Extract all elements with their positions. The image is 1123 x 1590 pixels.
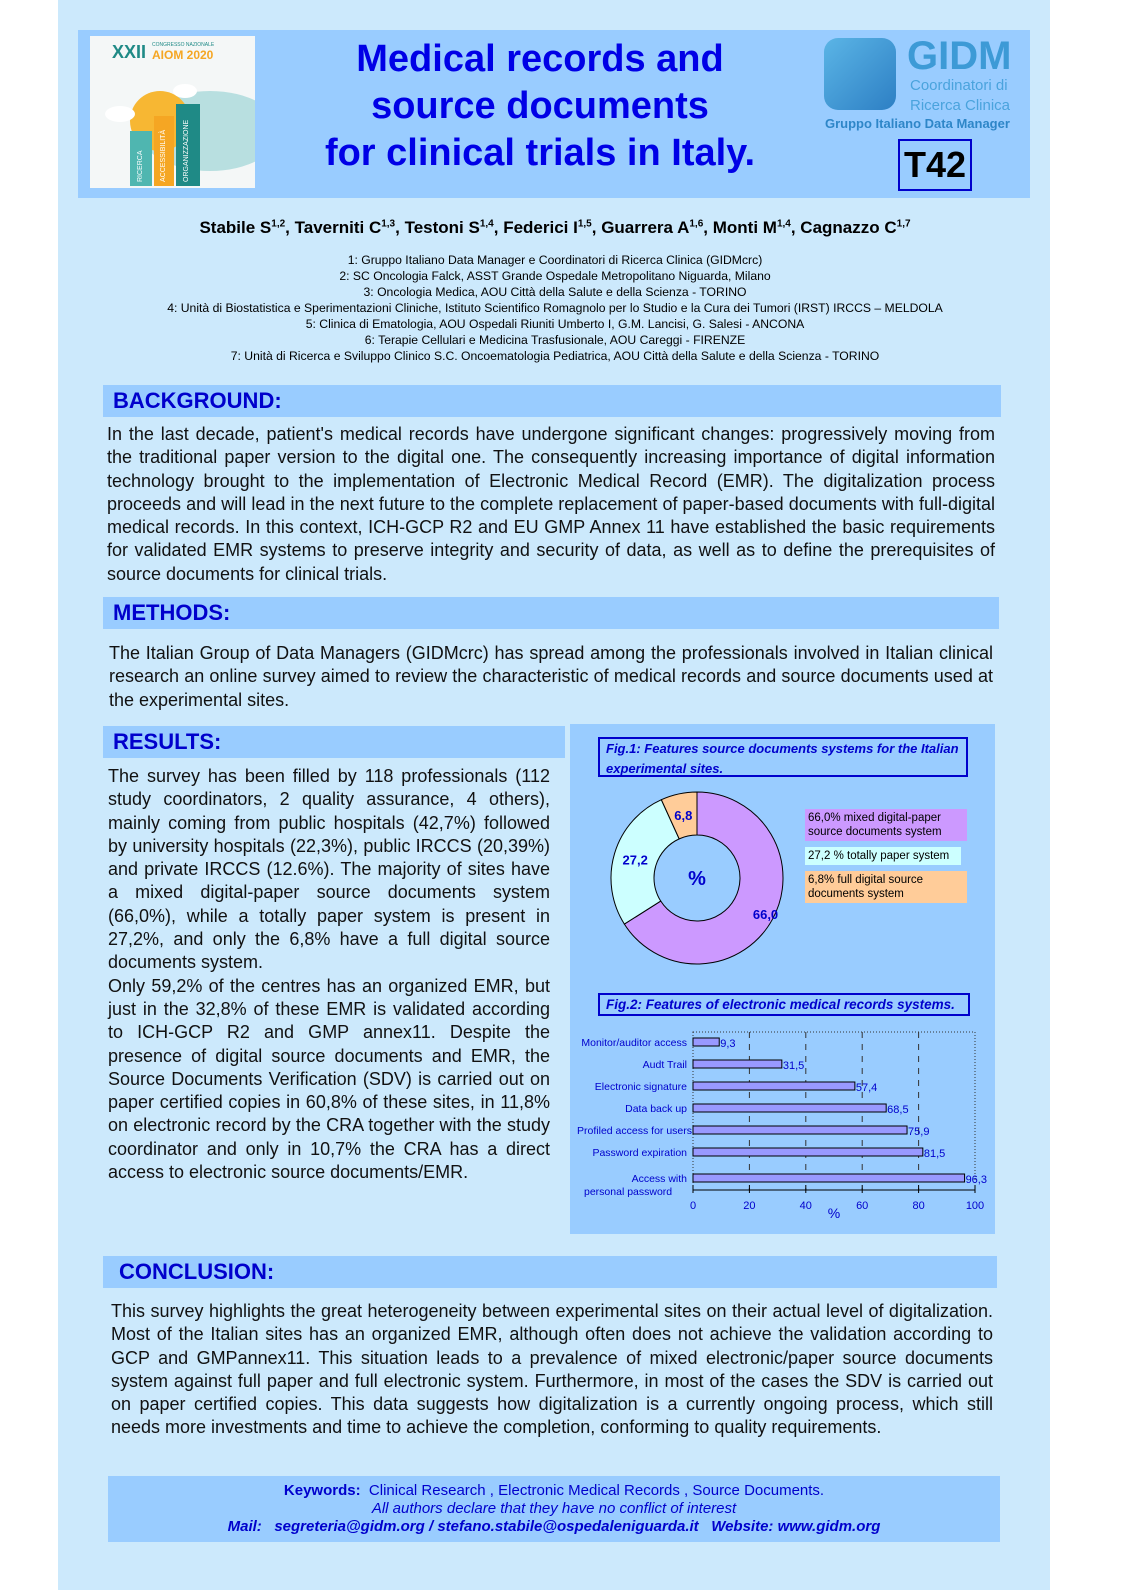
results-paragraph: The survey has been filled by 118 professionals (112 study coordinators, 2 quality assurance, 4 others), mainly coming from public hospitals (42,7%) followed by university hospitals (22,3%), public IRCCS (20,39%) and private IRCCS (12.6%). The majority of sites have a mixed digital-paper source documents system (66,0%), while a totally paper system is present in 27,2%, and only the 6,8% have a full digital source documents system. (108, 766, 550, 973)
author: Cagnazzo C (800, 218, 897, 237)
aiom-pillar-label: ORGANIZZAZIONE (183, 119, 190, 182)
title-line: source documents (371, 85, 709, 127)
results-paragraph: Only 59,2% of the centres has an organized EMR, but just in the 32,8% of these EMR is validated according to ICH-GCP R2 and GMP annex11. Despite the presence of digital source documents and EMR, the Source Documents Verification (SDV) is carried out on paper certified copies in 60,8% of these sites, in 11,8% on electronic record by the CRA together with the study coordinator and only in 10,7% the CRA has a direct access to electronic source documents/EMR. (108, 975, 550, 1183)
category-label: personal password (584, 1186, 673, 1198)
category-label: Access with (631, 1173, 687, 1185)
aiom-logo-roman: XXII (112, 42, 147, 62)
aiom-pillar-label: ACCESSIBILITÀ (160, 129, 167, 182)
affiliation: 2: SC Oncologia Falck, ASST Grande Ospedale Metropolitano Niguarda, Milano (339, 269, 771, 283)
category-label: Data back up (625, 1103, 687, 1115)
author-affiliation-sup: 1,4 (479, 218, 494, 230)
gidm-subtitle (910, 76, 1010, 116)
bar (693, 1148, 923, 1156)
x-tick-label: 40 (799, 1200, 812, 1212)
affiliation: 6: Terapie Cellulari e Medicina Trasfusionale, AOU Careggi - FIRENZE (364, 333, 746, 347)
legend-entry: 66,0% mixed digital-paper source documents system (805, 809, 967, 841)
author-list: Stabile S$^{1,2}$, Taverniti C$^{1,3}$, Testoni S$^{1,4}$, Federici I$^{1,5}$, Guarrera A$^{1,6}$, Monti M$^{1,4}$, Cagnazzo C$^{1,7}$ (199, 218, 911, 237)
affiliation: 4: Unità di Biostatistica e Sperimentazioni Cliniche, Istituto Scientifico Romagnolo per lo Studio e la Cura dei Tumori (IRST) IRCCS – MELDOLA (167, 301, 943, 315)
affiliation-list (80, 252, 1030, 364)
author: Stabile S (199, 218, 272, 237)
gidm-tagline: Gruppo Italiano Data Manager (825, 116, 1010, 131)
fig1-legend (805, 809, 967, 909)
website-link[interactable]: www.gidm.org (777, 1518, 881, 1535)
donut-data-label: 66,0 (752, 907, 779, 923)
bar (693, 1082, 855, 1090)
gidm-logo-icon (824, 38, 896, 110)
author: Federici I (503, 218, 578, 237)
bar-data-label: 68,5 (887, 1104, 909, 1116)
background-text: In the last decade, patient's medical records have undergone significant changes: progressively moving from the traditional paper version to the digital one. The consequently increasing importance of digital information technology brought to the implementation of Electronic Medical Record (EMR). The digitalization process proceeds and will lead in the next future to the complete replacement of paper-based documents with full-digital medical records. In this context, ICH-GCP R2 and EU GMP Annex 11 have established the basic requirements for validated EMR systems to preserve integrity and security of data, as well as to define the prerequisites of source documents for clinical trials. (107, 424, 995, 584)
conclusion-heading: CONCLUSION: (103, 1256, 997, 1288)
bar-data-label: 9,3 (720, 1038, 736, 1050)
donut-data-label: 27,2 (622, 852, 648, 868)
x-tick-label: 0 (689, 1200, 697, 1212)
x-axis-label: % (827, 1205, 841, 1221)
results-text (108, 765, 550, 1184)
bar (693, 1126, 907, 1134)
poster-title (290, 36, 790, 177)
author-affiliation-sup: 1,2 (271, 218, 286, 230)
gidm-subtitle-line: Ricerca Clinica (910, 97, 1011, 114)
donut-data-label: 6,8 (674, 807, 693, 823)
mail-addresses[interactable]: segreteria@gidm.org / stefano.stabile@ospedaleniguarda.it (274, 1518, 699, 1535)
author: Monti M (712, 218, 777, 237)
footer (108, 1476, 1000, 1542)
bar-data-label: 96,3 (965, 1174, 987, 1186)
affiliation: 7: Unità di Ricerca e Sviluppo Clinico S.C. Oncoematologia Pediatrica, AOU Città della Salute e della Scienza - TORINO (230, 349, 880, 363)
poster-code-badge: T42 (898, 139, 972, 191)
fig1-donut-chart (600, 780, 800, 980)
results-heading: RESULTS: (103, 726, 565, 758)
aiom-logo-small: CONGRESSO NAZIONALE (152, 42, 215, 48)
bar-data-label: 81,5 (923, 1148, 946, 1160)
legend-entry: 27,2 % totally paper system (805, 847, 961, 865)
bar (693, 1174, 965, 1182)
category-label: Electronic signature (594, 1081, 687, 1093)
background-heading: BACKGROUND: (103, 385, 1001, 417)
author-affiliation-sup: 1,6 (689, 218, 704, 230)
title-line: for clinical trials in Italy. (324, 132, 756, 174)
keywords: Clinical Research , Electronic Medical Records , Source Documents. (368, 1482, 825, 1499)
title-line: Medical records and (356, 38, 724, 80)
bar-data-label: 31,5 (782, 1060, 805, 1072)
donut-center-label: % (688, 868, 706, 890)
affiliation: 5: Clinica di Ematologia, AOU Ospedali Riuniti Umberto I, G.M. Lancisi, G. Salesi - ANCONA (305, 317, 805, 331)
legend-entry: 6,8% full digital source documents system (805, 871, 967, 903)
aiom-2020-logo (90, 36, 255, 188)
fig1-caption: Fig.1: Features source documents systems for the Italian experimental sites. (598, 737, 968, 777)
aiom-logo-event: AIOM 2020 (152, 48, 214, 62)
author: Guarrera A (601, 218, 690, 237)
x-tick-label: 100 (965, 1200, 985, 1212)
category-label: Profiled access for users (577, 1125, 692, 1137)
bar-data-label: 75,9 (908, 1126, 930, 1138)
conflict-statement: All authors declare that they have no conflict of interest (371, 1500, 737, 1517)
fig2-caption: Fig.2: Features of electronic medical records systems. (598, 993, 970, 1016)
category-label: Monitor/auditor access (581, 1037, 687, 1049)
x-tick-label: 80 (912, 1200, 925, 1212)
x-tick-label: 60 (856, 1200, 869, 1212)
methods-heading: METHODS: (103, 597, 999, 629)
category-label: Password expiration (592, 1147, 687, 1159)
author-affiliation-sup: 1,3 (381, 218, 396, 230)
category-label: Audt Trail (642, 1059, 687, 1071)
mail-label: Mail: (227, 1518, 262, 1535)
fig2-bar-chart (570, 1020, 995, 1225)
website-label: Website: (711, 1518, 774, 1535)
aiom-pillar-label: RICERCA (137, 150, 144, 182)
author: Taverniti C (294, 218, 382, 237)
conclusion-text: This survey highlights the great heterogeneity between experimental sites on their actual level of digitalization. Most of the Italian sites has an organized EMR, although often does not achieve the validation according to GCP and GMPannex11. This situation leads to a prevalence of mixed electronic/paper source documents system against full paper and full electronic system. Furthermore, in most of the cases the SDV is carried out on paper certified copies. This data suggests how digitalization is a currently ongoing process, which still needs more investments and time to achieve the completion, conforming to quality requirements. (111, 1301, 993, 1438)
author-affiliation-sup: 1,4 (776, 218, 791, 230)
methods-text: The Italian Group of Data Managers (GIDMcrc) has spread among the professionals involved in Italian clinical research an online survey aimed to review the characteristic of medical records and source documents used at the experimental sites. (109, 643, 993, 710)
bar-data-label: 57,4 (855, 1082, 878, 1094)
keywords-label: Keywords: (283, 1482, 361, 1499)
gidm-subtitle-line: Coordinatori di (910, 77, 1008, 94)
bar (693, 1060, 782, 1068)
bar (693, 1038, 719, 1046)
gidm-logo-text: GIDM (907, 34, 1012, 78)
author: Testoni S (404, 218, 480, 237)
x-tick-label: 20 (743, 1200, 756, 1212)
affiliation: 1: Gruppo Italiano Data Manager e Coordinatori di Ricerca Clinica (GIDMcrc) (347, 253, 763, 267)
author-affiliation-sup: 1,7 (896, 218, 911, 230)
bar (693, 1104, 886, 1112)
affiliation: 3: Oncologia Medica, AOU Città della Salute e della Scienza - TORINO (363, 285, 747, 299)
author-affiliation-sup: 1,5 (577, 218, 592, 230)
